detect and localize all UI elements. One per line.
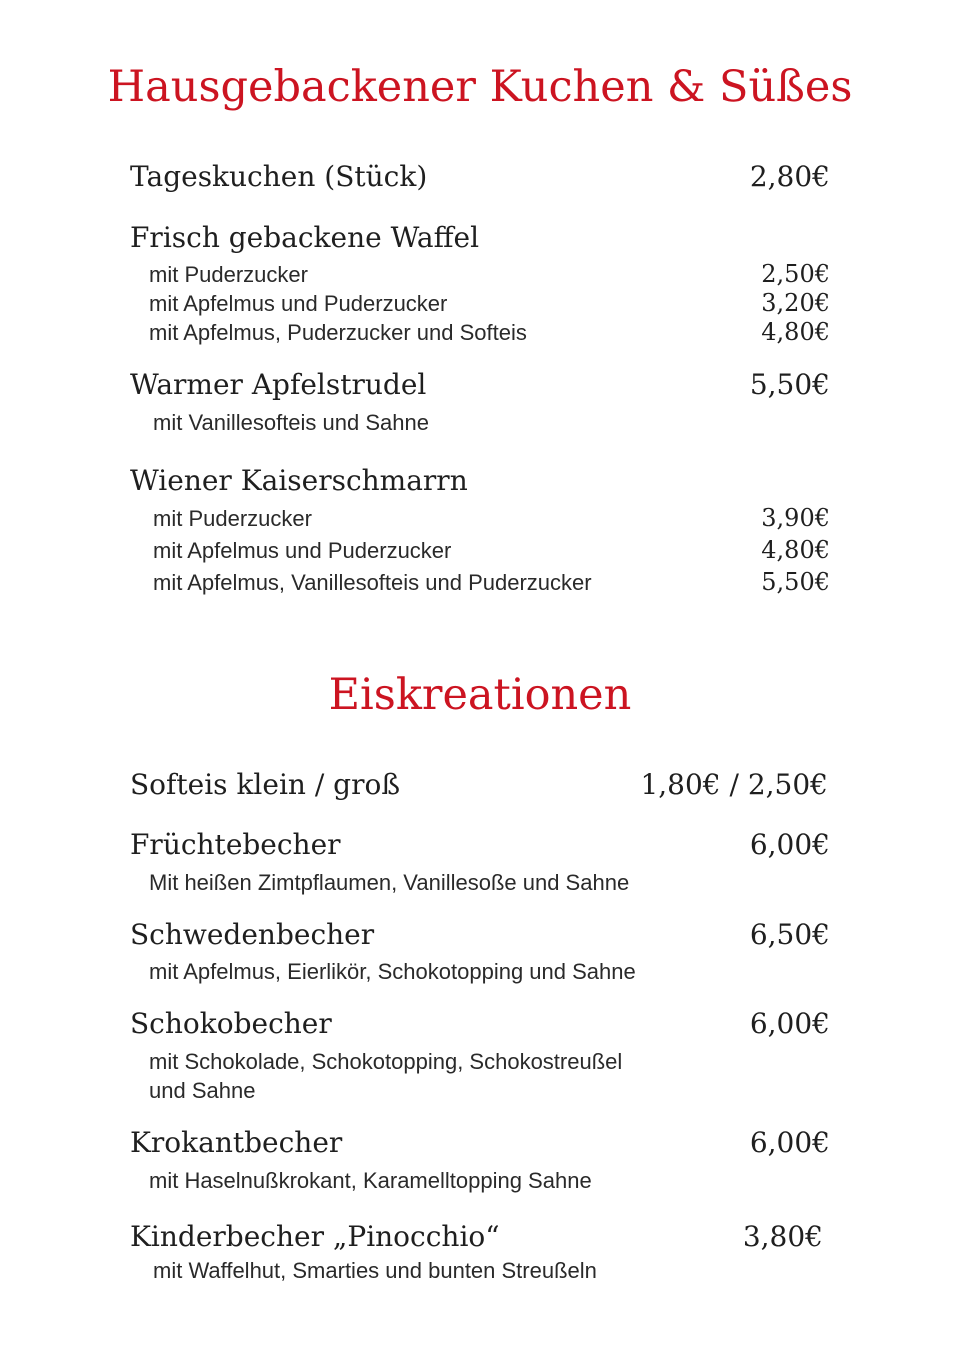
item-desc-schokobecher-line2: und Sahne	[149, 1078, 256, 1103]
variant-price: 2,50€	[761, 260, 830, 288]
item-name-apfelstrudel: Warmer Apfelstrudel	[130, 368, 427, 401]
item-desc-schokobecher: mit Schokolade, Schokotopping, Schokostreußel	[149, 1049, 623, 1074]
item-price-apfelstrudel: 5,50€	[749, 368, 830, 401]
item-price-fruechtebecher: 6,00€	[749, 828, 830, 861]
item-name-fruechtebecher: Früchtebecher	[130, 828, 341, 861]
item-price-krokantbecher: 6,00€	[749, 1126, 830, 1159]
variant-desc: mit Apfelmus und Puderzucker	[149, 291, 448, 316]
item-desc-schwedenbecher: mit Apfelmus, Eierlikör, Schokotopping und Sahne	[149, 959, 636, 984]
item-price-softeis: 1,80€ / 2,50€	[640, 768, 828, 801]
item-name-tageskuchen: Tageskuchen (Stück)	[130, 160, 428, 193]
item-name-waffel: Frisch gebackene Waffel	[130, 221, 480, 254]
item-name-kaiserschmarrn: Wiener Kaiserschmarrn	[130, 464, 468, 497]
item-price-schokobecher: 6,00€	[749, 1007, 830, 1040]
variant-desc: mit Apfelmus und Puderzucker	[153, 538, 452, 563]
variant-price: 3,20€	[761, 289, 830, 317]
variant-price: 4,80€	[761, 536, 830, 564]
item-price-schwedenbecher: 6,50€	[749, 918, 830, 951]
variant-price: 3,90€	[761, 504, 830, 532]
item-name-schwedenbecher: Schwedenbecher	[130, 918, 375, 951]
variant-desc: mit Puderzucker	[149, 262, 308, 287]
item-desc-kinderbecher: mit Waffelhut, Smarties und bunten Streußeln	[153, 1258, 597, 1283]
section-title-ice: Eiskreationen	[328, 670, 632, 720]
section-title-cake: Hausgebackener Kuchen & Süßes	[107, 62, 853, 112]
item-desc-apfelstrudel: mit Vanillesofteis und Sahne	[153, 410, 429, 435]
variant-price: 5,50€	[761, 568, 830, 596]
variant-desc: mit Puderzucker	[153, 506, 312, 531]
variant-desc: mit Apfelmus, Puderzucker und Softeis	[149, 320, 527, 345]
variant-price: 4,80€	[761, 318, 830, 346]
item-name-krokantbecher: Krokantbecher	[130, 1126, 343, 1159]
variant-desc: mit Apfelmus, Vanillesofteis und Puderzucker	[153, 570, 592, 595]
item-name-softeis: Softeis klein / groß	[130, 768, 401, 801]
item-desc-fruechtebecher: Mit heißen Zimtpflaumen, Vanillesoße und Sahne	[149, 870, 630, 895]
item-price-tageskuchen: 2,80€	[749, 160, 830, 193]
item-desc-krokantbecher: mit Haselnußkrokant, Karamelltopping Sahne	[149, 1168, 592, 1193]
item-price-kinderbecher: 3,80€	[742, 1220, 823, 1253]
item-name-schokobecher: Schokobecher	[130, 1007, 332, 1040]
item-name-kinderbecher: Kinderbecher „Pinocchio“	[130, 1220, 500, 1253]
